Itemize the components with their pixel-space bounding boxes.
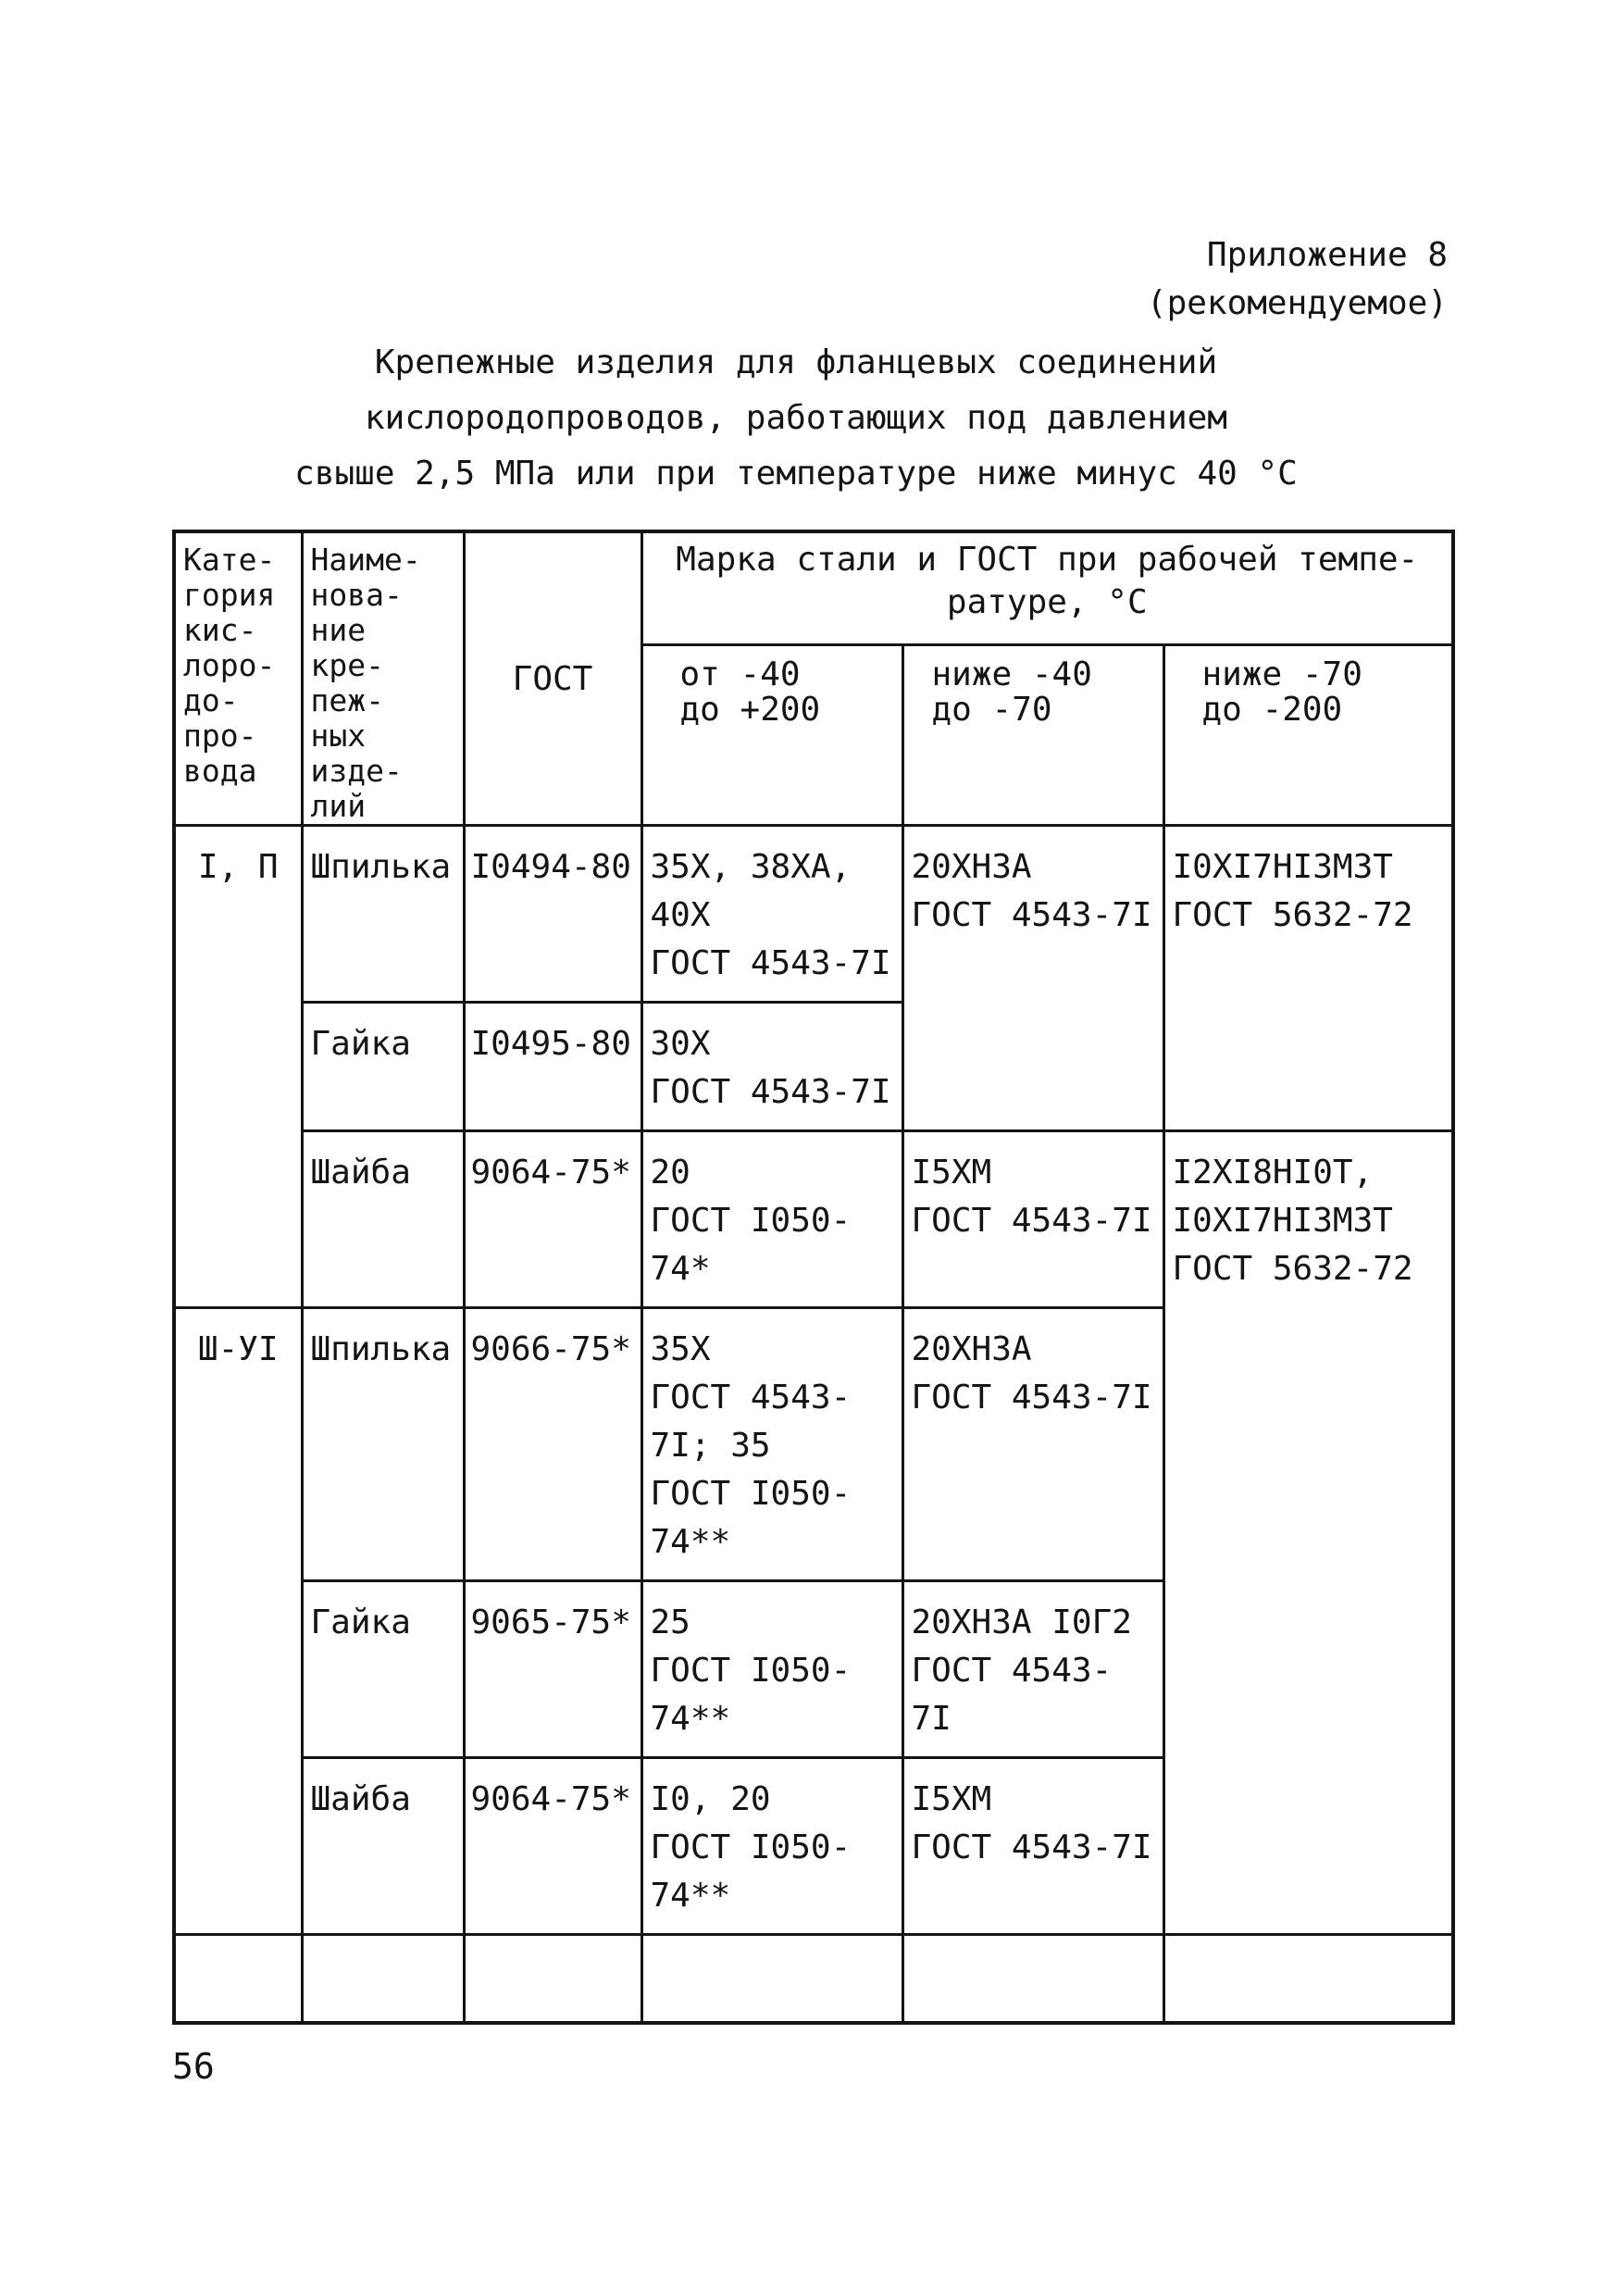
steel-cell-range-2: 20ХН3А I0Г2 ГОСТ 4543- 7I [902, 1581, 1163, 1758]
appendix-number: Приложение 8 [1206, 236, 1448, 274]
header-steel-grade: Марка стали и ГОСТ при рабочей темпе- ратуре, °С [641, 531, 1453, 645]
steel-cell-range-1: 25 ГОСТ I050- 74** [641, 1581, 902, 1758]
empty-cell [641, 1935, 902, 2024]
header-category: Кате- гория кис- лоро- до- про- вода [174, 531, 302, 826]
header-temp-range-2: ниже -40 до -70 [902, 645, 1163, 826]
gost-cell: 9064-75* [464, 1758, 641, 1935]
heading-line-1: Крепежные изделия для фланцевых соединений [374, 343, 1218, 381]
table-row [174, 1131, 1453, 1308]
header-gost: ГОСТ [464, 531, 641, 826]
header-temp-range-3: ниже -70 до -200 [1163, 645, 1453, 826]
gost-cell: 9065-75* [464, 1581, 641, 1758]
heading-line-2: кислородопроводов, работающих под давлением [365, 399, 1227, 437]
steel-cell-range-3: I2XI8HI0T, I0XI7HI3M3T ГОСТ 5632-72 [1163, 1131, 1453, 1935]
page-number: 56 [172, 2046, 215, 2087]
steel-cell-range-1: 35Х, 38ХА, 40Х ГОСТ 4543-7I [641, 826, 902, 1003]
steel-cell-range-2: 20ХН3А ГОСТ 4543-7I [902, 1308, 1163, 1581]
table-heading [250, 335, 1342, 502]
table-row [174, 1935, 1453, 2024]
category-cell: Ш-УI [174, 1308, 302, 1935]
appendix-status: (рекомендуемое) [1146, 284, 1448, 322]
gost-cell: 9064-75* [464, 1131, 641, 1308]
fasteners-table [172, 530, 1455, 2025]
item-cell: Гайка [302, 1581, 464, 1758]
heading-line-3: свыше 2,5 МПа или при температуре ниже минус 40 °С [294, 455, 1298, 493]
steel-cell-range-2: 20ХН3А ГОСТ 4543-7I [902, 826, 1163, 1131]
item-cell: Шайба [302, 1131, 464, 1308]
gost-cell: I0494-80 [464, 826, 641, 1003]
steel-cell-range-1: 20 ГОСТ I050-74* [641, 1131, 902, 1308]
empty-cell [302, 1935, 464, 2024]
steel-cell-range-1: I0, 20 ГОСТ I050- 74** [641, 1758, 902, 1935]
empty-cell [464, 1935, 641, 2024]
item-cell: Шайба [302, 1758, 464, 1935]
gost-cell: I0495-80 [464, 1003, 641, 1131]
item-cell: Шпилька [302, 1308, 464, 1581]
table-row [174, 826, 1453, 1003]
steel-cell-range-2: I5ХМ ГОСТ 4543-7I [902, 1131, 1163, 1308]
empty-cell [174, 1935, 302, 2024]
category-cell: I, П [174, 826, 302, 1308]
steel-cell-range-1: 35Х ГОСТ 4543- 7I; 35 ГОСТ I050- 74** [641, 1308, 902, 1581]
steel-cell-range-2: I5ХМ ГОСТ 4543-7I [902, 1758, 1163, 1935]
header-temp-range-1: от -40 до +200 [641, 645, 902, 826]
item-cell: Шпилька [302, 826, 464, 1003]
empty-cell [902, 1935, 1163, 2024]
steel-cell-range-1: 30Х ГОСТ 4543-7I [641, 1003, 902, 1131]
appendix-label [1147, 231, 1448, 328]
header-row [174, 531, 1453, 645]
steel-cell-range-3: I0XI7HI3M3T ГОСТ 5632-72 [1163, 826, 1453, 1131]
header-item: Наиме- нова- ние кре- пеж- ных изде- лий [302, 531, 464, 826]
item-cell: Гайка [302, 1003, 464, 1131]
gost-cell: 9066-75* [464, 1308, 641, 1581]
